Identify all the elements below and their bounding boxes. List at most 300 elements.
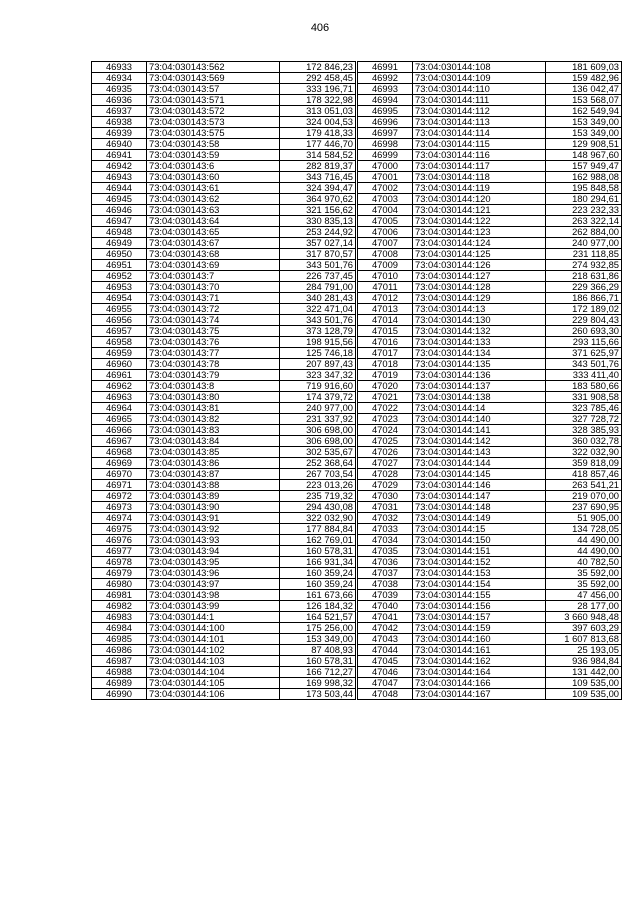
cadastral-value: 160 578,31 xyxy=(280,656,356,667)
cadastral-number: 73:04:030143:57 xyxy=(147,84,280,95)
table-row xyxy=(92,315,356,326)
row-number: 47047 xyxy=(358,678,413,689)
cadastral-value: 357 027,14 xyxy=(280,238,356,249)
cadastral-value: 87 408,93 xyxy=(280,645,356,656)
cadastral-number: 73:04:030144:111 xyxy=(413,95,546,106)
row-number: 46972 xyxy=(92,491,147,502)
row-number: 46993 xyxy=(358,84,413,95)
cadastral-number: 73:04:030144:148 xyxy=(413,502,546,513)
cadastral-number: 73:04:030144:144 xyxy=(413,458,546,469)
cadastral-number: 73:04:030144:100 xyxy=(147,623,280,634)
row-number: 46986 xyxy=(92,645,147,656)
cadastral-value: 223 013,26 xyxy=(280,480,356,491)
cadastral-number: 73:04:030144:167 xyxy=(413,689,546,700)
cadastral-value: 343 716,45 xyxy=(280,172,356,183)
row-number: 46934 xyxy=(92,73,147,84)
cadastral-value: 153 349,00 xyxy=(546,117,622,128)
row-number: 47029 xyxy=(358,480,413,491)
table-row xyxy=(358,95,622,106)
table-row xyxy=(358,249,622,260)
table-row xyxy=(92,205,356,216)
cadastral-number: 73:04:030143:63 xyxy=(147,205,280,216)
cadastral-value: 177 884,84 xyxy=(280,524,356,535)
row-number: 47018 xyxy=(358,359,413,370)
table-row xyxy=(358,227,622,238)
row-number: 46984 xyxy=(92,623,147,634)
cadastral-number: 73:04:030144:159 xyxy=(413,623,546,634)
cadastral-value: 178 322,98 xyxy=(280,95,356,106)
row-number: 46959 xyxy=(92,348,147,359)
table-row xyxy=(92,84,356,95)
cadastral-value: 44 490,00 xyxy=(546,535,622,546)
row-number: 46971 xyxy=(92,480,147,491)
table-row xyxy=(358,194,622,205)
cadastral-value: 267 703,54 xyxy=(280,469,356,480)
table-row xyxy=(358,447,622,458)
cadastral-value: 306 698,00 xyxy=(280,425,356,436)
cadastral-value: 240 977,00 xyxy=(546,238,622,249)
cadastral-number: 73:04:030143:68 xyxy=(147,249,280,260)
cadastral-value: 371 625,97 xyxy=(546,348,622,359)
table-row xyxy=(92,381,356,392)
cadastral-number: 73:04:030143:71 xyxy=(147,293,280,304)
table-row xyxy=(358,315,622,326)
row-number: 46939 xyxy=(92,128,147,139)
row-number: 46951 xyxy=(92,260,147,271)
cadastral-value: 195 848,58 xyxy=(546,183,622,194)
cadastral-value: 179 418,33 xyxy=(280,128,356,139)
cadastral-value: 294 430,08 xyxy=(280,502,356,513)
cadastral-value: 306 698,00 xyxy=(280,436,356,447)
cadastral-value: 292 458,45 xyxy=(280,73,356,84)
table-row xyxy=(358,161,622,172)
cadastral-number: 73:04:030144:114 xyxy=(413,128,546,139)
table-row xyxy=(92,326,356,337)
row-number: 47032 xyxy=(358,513,413,524)
cadastral-number: 73:04:030144:116 xyxy=(413,150,546,161)
table-row xyxy=(92,590,356,601)
row-number: 46991 xyxy=(358,62,413,73)
row-number: 46981 xyxy=(92,590,147,601)
cadastral-number: 73:04:030144:13 xyxy=(413,304,546,315)
cadastral-number: 73:04:030143:64 xyxy=(147,216,280,227)
table-row xyxy=(92,502,356,513)
cadastral-value: 237 690,95 xyxy=(546,502,622,513)
cadastral-number: 73:04:030144:121 xyxy=(413,205,546,216)
table-row xyxy=(358,458,622,469)
row-number: 47020 xyxy=(358,381,413,392)
row-number: 46962 xyxy=(92,381,147,392)
table-row xyxy=(358,392,622,403)
table-row xyxy=(92,535,356,546)
cadastral-number: 73:04:030144:102 xyxy=(147,645,280,656)
cadastral-number: 73:04:030143:78 xyxy=(147,359,280,370)
row-number: 47028 xyxy=(358,469,413,480)
cadastral-number: 73:04:030143:571 xyxy=(147,95,280,106)
table-row xyxy=(92,557,356,568)
cadastral-number: 73:04:030144:130 xyxy=(413,315,546,326)
row-number: 47019 xyxy=(358,370,413,381)
cadastral-number: 73:04:030143:88 xyxy=(147,480,280,491)
cadastral-value: 359 818,09 xyxy=(546,458,622,469)
table-row xyxy=(92,95,356,106)
cadastral-value: 25 193,05 xyxy=(546,645,622,656)
table-row xyxy=(92,612,356,623)
table-row xyxy=(358,172,622,183)
cadastral-table-right xyxy=(357,61,622,700)
row-number: 47031 xyxy=(358,502,413,513)
cadastral-number: 73:04:030143:572 xyxy=(147,106,280,117)
cadastral-number: 73:04:030144:147 xyxy=(413,491,546,502)
table-row xyxy=(92,601,356,612)
cadastral-number: 73:04:030143:76 xyxy=(147,337,280,348)
cadastral-value: 229 804,43 xyxy=(546,315,622,326)
row-number: 47013 xyxy=(358,304,413,315)
row-number: 47046 xyxy=(358,667,413,678)
table-row xyxy=(358,183,622,194)
cadastral-value: 231 337,92 xyxy=(280,414,356,425)
row-number: 47042 xyxy=(358,623,413,634)
cadastral-value: 260 693,30 xyxy=(546,326,622,337)
row-number: 46989 xyxy=(92,678,147,689)
table-row xyxy=(92,150,356,161)
cadastral-value: 160 359,24 xyxy=(280,568,356,579)
table-row xyxy=(92,172,356,183)
cadastral-number: 73:04:030143:74 xyxy=(147,315,280,326)
table-row xyxy=(92,183,356,194)
cadastral-value: 129 908,51 xyxy=(546,139,622,150)
cadastral-value: 172 846,23 xyxy=(280,62,356,73)
cadastral-value: 719 916,60 xyxy=(280,381,356,392)
cadastral-value: 240 977,00 xyxy=(280,403,356,414)
cadastral-number: 73:04:030144:149 xyxy=(413,513,546,524)
cadastral-number: 73:04:030143:69 xyxy=(147,260,280,271)
table-row xyxy=(358,271,622,282)
table-row xyxy=(92,645,356,656)
cadastral-value: 28 177,00 xyxy=(546,601,622,612)
table-row xyxy=(92,304,356,315)
cadastral-number: 73:04:030144:136 xyxy=(413,370,546,381)
cadastral-value: 328 385,93 xyxy=(546,425,622,436)
cadastral-value: 153 349,00 xyxy=(546,128,622,139)
cadastral-value: 160 578,31 xyxy=(280,546,356,557)
cadastral-number: 73:04:030144:118 xyxy=(413,172,546,183)
row-number: 46948 xyxy=(92,227,147,238)
cadastral-number: 73:04:030143:79 xyxy=(147,370,280,381)
table-row xyxy=(358,260,622,271)
table-row xyxy=(358,106,622,117)
table-row xyxy=(358,623,622,634)
cadastral-number: 73:04:030144:141 xyxy=(413,425,546,436)
row-number: 46940 xyxy=(92,139,147,150)
cadastral-number: 73:04:030143:61 xyxy=(147,183,280,194)
cadastral-number: 73:04:030143:92 xyxy=(147,524,280,535)
row-number: 46966 xyxy=(92,425,147,436)
cadastral-value: 162 549,94 xyxy=(546,106,622,117)
table-row xyxy=(92,282,356,293)
table-row xyxy=(358,469,622,480)
cadastral-number: 73:04:030143:87 xyxy=(147,469,280,480)
row-number: 46961 xyxy=(92,370,147,381)
row-number: 47023 xyxy=(358,414,413,425)
row-number: 47012 xyxy=(358,293,413,304)
row-number: 46938 xyxy=(92,117,147,128)
cadastral-value: 157 949,47 xyxy=(546,161,622,172)
cadastral-number: 73:04:030143:62 xyxy=(147,194,280,205)
cadastral-number: 73:04:030144:134 xyxy=(413,348,546,359)
cadastral-value: 173 503,44 xyxy=(280,689,356,700)
cadastral-number: 73:04:030144:156 xyxy=(413,601,546,612)
cadastral-value: 302 535,67 xyxy=(280,447,356,458)
cadastral-value: 51 905,00 xyxy=(546,513,622,524)
row-number: 47011 xyxy=(358,282,413,293)
cadastral-number: 73:04:030143:59 xyxy=(147,150,280,161)
cadastral-value: 418 857,46 xyxy=(546,469,622,480)
cadastral-number: 73:04:030143:81 xyxy=(147,403,280,414)
cadastral-value: 323 785,46 xyxy=(546,403,622,414)
cadastral-value: 314 584,52 xyxy=(280,150,356,161)
cadastral-value: 253 244,92 xyxy=(280,227,356,238)
cadastral-number: 73:04:030144:160 xyxy=(413,634,546,645)
cadastral-value: 331 908,58 xyxy=(546,392,622,403)
table-row xyxy=(92,689,356,700)
cadastral-number: 73:04:030143:91 xyxy=(147,513,280,524)
cadastral-number: 73:04:030144:106 xyxy=(147,689,280,700)
cadastral-number: 73:04:030144:112 xyxy=(413,106,546,117)
table-row xyxy=(358,656,622,667)
table-row xyxy=(92,227,356,238)
table-row xyxy=(358,425,622,436)
table-row xyxy=(92,392,356,403)
table-row xyxy=(358,403,622,414)
table-row xyxy=(358,502,622,513)
cadastral-number: 73:04:030143:575 xyxy=(147,128,280,139)
table-row xyxy=(358,513,622,524)
row-number: 46982 xyxy=(92,601,147,612)
row-number: 47039 xyxy=(358,590,413,601)
row-number: 46941 xyxy=(92,150,147,161)
table-row xyxy=(358,579,622,590)
table-row xyxy=(92,458,356,469)
row-number: 47000 xyxy=(358,161,413,172)
cadastral-number: 73:04:030143:96 xyxy=(147,568,280,579)
table-row xyxy=(358,645,622,656)
row-number: 46933 xyxy=(92,62,147,73)
table-row xyxy=(92,667,356,678)
cadastral-value: 169 998,32 xyxy=(280,678,356,689)
cadastral-number: 73:04:030144:103 xyxy=(147,656,280,667)
cadastral-number: 73:04:030143:94 xyxy=(147,546,280,557)
table-row xyxy=(358,326,622,337)
table-row xyxy=(92,260,356,271)
row-number: 46968 xyxy=(92,447,147,458)
cadastral-value: 263 322,14 xyxy=(546,216,622,227)
table-row xyxy=(358,139,622,150)
row-number: 46943 xyxy=(92,172,147,183)
row-number: 46949 xyxy=(92,238,147,249)
table-row xyxy=(358,535,622,546)
row-number: 47043 xyxy=(358,634,413,645)
table-row xyxy=(358,359,622,370)
row-number: 46997 xyxy=(358,128,413,139)
cadastral-number: 73:04:030144:133 xyxy=(413,337,546,348)
row-number: 47040 xyxy=(358,601,413,612)
cadastral-value: 229 366,29 xyxy=(546,282,622,293)
cadastral-value: 293 115,66 xyxy=(546,337,622,348)
cadastral-value: 219 070,00 xyxy=(546,491,622,502)
cadastral-value: 198 915,56 xyxy=(280,337,356,348)
row-number: 47030 xyxy=(358,491,413,502)
table-row xyxy=(92,513,356,524)
cadastral-value: 397 603,29 xyxy=(546,623,622,634)
cadastral-value: 109 535,00 xyxy=(546,689,622,700)
table-row xyxy=(358,73,622,84)
row-number: 47041 xyxy=(358,612,413,623)
cadastral-value: 235 719,32 xyxy=(280,491,356,502)
table-row xyxy=(358,337,622,348)
cadastral-number: 73:04:030144:119 xyxy=(413,183,546,194)
table-row xyxy=(358,667,622,678)
cadastral-number: 73:04:030144:101 xyxy=(147,634,280,645)
cadastral-value: 160 359,24 xyxy=(280,579,356,590)
cadastral-number: 73:04:030143:573 xyxy=(147,117,280,128)
cadastral-number: 73:04:030144:14 xyxy=(413,403,546,414)
cadastral-number: 73:04:030144:110 xyxy=(413,84,546,95)
table-row xyxy=(358,524,622,535)
row-number: 47016 xyxy=(358,337,413,348)
cadastral-number: 73:04:030143:569 xyxy=(147,73,280,84)
row-number: 46945 xyxy=(92,194,147,205)
table-row xyxy=(92,359,356,370)
cadastral-value: 207 897,43 xyxy=(280,359,356,370)
row-number: 46975 xyxy=(92,524,147,535)
cadastral-number: 73:04:030143:80 xyxy=(147,392,280,403)
cadastral-value: 317 870,57 xyxy=(280,249,356,260)
table-row xyxy=(92,194,356,205)
row-number: 46992 xyxy=(358,73,413,84)
cadastral-number: 73:04:030144:154 xyxy=(413,579,546,590)
table-row xyxy=(358,370,622,381)
cadastral-value: 324 004,53 xyxy=(280,117,356,128)
row-number: 46996 xyxy=(358,117,413,128)
row-number: 46969 xyxy=(92,458,147,469)
cadastral-number: 73:04:030144:146 xyxy=(413,480,546,491)
row-number: 47008 xyxy=(358,249,413,260)
table-row xyxy=(92,546,356,557)
cadastral-number: 73:04:030144:127 xyxy=(413,271,546,282)
row-number: 46970 xyxy=(92,469,147,480)
row-number: 46964 xyxy=(92,403,147,414)
cadastral-value: 125 746,18 xyxy=(280,348,356,359)
cadastral-number: 73:04:030143:89 xyxy=(147,491,280,502)
cadastral-value: 936 984,84 xyxy=(546,656,622,667)
row-number: 47034 xyxy=(358,535,413,546)
table-row xyxy=(92,271,356,282)
cadastral-value: 333 411,40 xyxy=(546,370,622,381)
cadastral-value: 263 541,21 xyxy=(546,480,622,491)
cadastral-number: 73:04:030143:562 xyxy=(147,62,280,73)
cadastral-table-left xyxy=(91,61,356,700)
table-row xyxy=(92,414,356,425)
row-number: 47003 xyxy=(358,194,413,205)
cadastral-value: 186 866,71 xyxy=(546,293,622,304)
table-row xyxy=(358,117,622,128)
cadastral-value: 175 256,00 xyxy=(280,623,356,634)
cadastral-value: 159 482,96 xyxy=(546,73,622,84)
page-number: 406 xyxy=(310,22,330,34)
table-row xyxy=(358,480,622,491)
row-number: 46965 xyxy=(92,414,147,425)
row-number: 46977 xyxy=(92,546,147,557)
row-number: 46988 xyxy=(92,667,147,678)
cadastral-value: 231 118,85 xyxy=(546,249,622,260)
row-number: 46953 xyxy=(92,282,147,293)
table-row xyxy=(358,612,622,623)
row-number: 46958 xyxy=(92,337,147,348)
cadastral-value: 324 394,47 xyxy=(280,183,356,194)
table-row xyxy=(92,403,356,414)
row-number: 46995 xyxy=(358,106,413,117)
cadastral-number: 73:04:030144:123 xyxy=(413,227,546,238)
row-number: 47009 xyxy=(358,260,413,271)
table-row xyxy=(92,161,356,172)
row-number: 46946 xyxy=(92,205,147,216)
cadastral-number: 73:04:030143:7 xyxy=(147,271,280,282)
table-row xyxy=(92,106,356,117)
cadastral-number: 73:04:030143:90 xyxy=(147,502,280,513)
table-row xyxy=(358,150,622,161)
cadastral-number: 73:04:030144:126 xyxy=(413,260,546,271)
cadastral-value: 109 535,00 xyxy=(546,678,622,689)
cadastral-value: 153 568,07 xyxy=(546,95,622,106)
row-number: 47021 xyxy=(358,392,413,403)
cadastral-value: 1 607 813,68 xyxy=(546,634,622,645)
cadastral-number: 73:04:030143:85 xyxy=(147,447,280,458)
cadastral-number: 73:04:030144:153 xyxy=(413,568,546,579)
cadastral-number: 73:04:030144:109 xyxy=(413,73,546,84)
row-number: 46947 xyxy=(92,216,147,227)
table-row xyxy=(92,370,356,381)
row-number: 46967 xyxy=(92,436,147,447)
cadastral-value: 313 051,03 xyxy=(280,106,356,117)
table-row xyxy=(92,348,356,359)
table-row xyxy=(92,216,356,227)
table-row xyxy=(92,678,356,689)
row-number: 47027 xyxy=(358,458,413,469)
cadastral-value: 162 769,01 xyxy=(280,535,356,546)
row-number: 46937 xyxy=(92,106,147,117)
table-row xyxy=(92,568,356,579)
row-number: 47025 xyxy=(358,436,413,447)
table-row xyxy=(92,128,356,139)
cadastral-value: 153 349,00 xyxy=(280,634,356,645)
cadastral-number: 73:04:030143:6 xyxy=(147,161,280,172)
cadastral-value: 373 128,79 xyxy=(280,326,356,337)
cadastral-number: 73:04:030143:82 xyxy=(147,414,280,425)
row-number: 47038 xyxy=(358,579,413,590)
table-row xyxy=(358,414,622,425)
table-row xyxy=(358,491,622,502)
cadastral-number: 73:04:030143:65 xyxy=(147,227,280,238)
cadastral-number: 73:04:030143:8 xyxy=(147,381,280,392)
table-row xyxy=(358,62,622,73)
cadastral-number: 73:04:030144:124 xyxy=(413,238,546,249)
table-row xyxy=(92,62,356,73)
cadastral-value: 126 184,32 xyxy=(280,601,356,612)
cadastral-number: 73:04:030144:129 xyxy=(413,293,546,304)
cadastral-number: 73:04:030144:137 xyxy=(413,381,546,392)
cadastral-value: 323 347,32 xyxy=(280,370,356,381)
